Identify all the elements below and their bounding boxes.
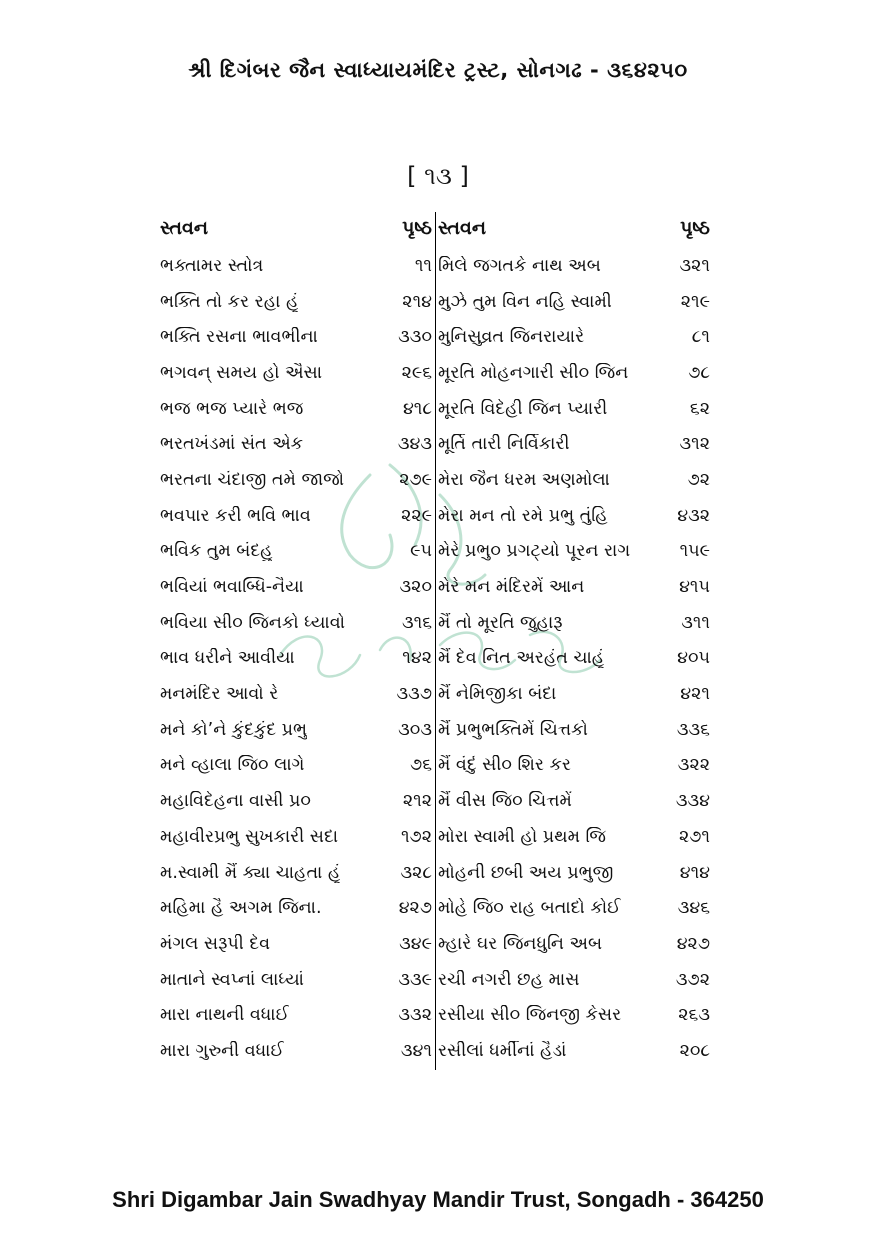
- toc-entry-title: ભક્તિ તો કર રહા હૂં: [160, 291, 299, 312]
- toc-row: [160, 676, 432, 712]
- toc-left-header-page: પૃષ્ઠ: [402, 217, 432, 239]
- toc-left-header: [160, 208, 432, 248]
- toc-row: [438, 962, 710, 998]
- toc-entry-title: મહિમા હૈ અગમ જિના.: [160, 898, 322, 919]
- toc-row: [438, 712, 710, 748]
- toc-entry-page: ૧૫૯: [679, 541, 710, 562]
- toc-row: [438, 890, 710, 926]
- toc-entry-title: ભરતના ચંદાજી તમે જાજો: [160, 469, 345, 490]
- toc-entry-page: ૪૧૮: [402, 398, 432, 419]
- toc-row: [438, 783, 710, 819]
- toc-entry-page: ૬૨: [689, 398, 710, 419]
- toc-entry-title: મહાવિદેહના વાસી પ્ર૦: [160, 791, 311, 812]
- toc-row: [438, 248, 710, 284]
- toc-entry-title: મુઝે તુમ વિન નહિ સ્વામી: [438, 291, 612, 312]
- toc-row: [438, 534, 710, 570]
- toc-entry-page: ૨૭૧: [678, 826, 710, 847]
- toc-entry-page: ૧૧: [414, 255, 432, 276]
- toc-row: [160, 997, 432, 1033]
- toc-entry-page: ૯૫: [410, 541, 432, 562]
- toc-entry-title: માતાને સ્વપ્નાં લાધ્યાં: [160, 969, 304, 990]
- toc-entry-title: મૂરતિ મોહનગારી સી૦ જિન: [438, 362, 629, 383]
- toc-entry-title: મને કો’ને કુંદકુંદ પ્રભુ: [160, 719, 308, 740]
- toc-entry-page: ૨૧૨: [402, 791, 432, 812]
- toc-entry-title: ભાવ ધરીને આવીયા: [160, 648, 295, 669]
- toc-row: [438, 855, 710, 891]
- toc-entry-title: મેરા મન તો રમે પ્રભુ તુંહિ: [438, 505, 608, 526]
- toc-row: [438, 605, 710, 641]
- toc-row: [438, 569, 710, 605]
- page-number: [ ૧૩ ]: [407, 162, 469, 190]
- toc-row: [160, 498, 432, 534]
- toc-row: [438, 1033, 710, 1069]
- toc-right-rows: [438, 248, 710, 1069]
- toc-entry-page: ૩૪૬: [677, 898, 710, 919]
- toc-entry-title: મૈં દેવ નિત અરહંત ચાહૂં: [438, 648, 605, 669]
- toc-entry-page: ૩૩૨: [398, 1005, 432, 1026]
- page-footer: Shri Digambar Jain Swadhyay Mandir Trust, Songadh - 364250: [112, 1187, 764, 1212]
- toc-entry-title: મૈં તો મૂરતિ જુહારૂ: [438, 612, 563, 633]
- toc-entry-title: ભજ ભજ પ્યારે ભજ: [160, 398, 304, 419]
- toc-entry-title: મૂરતિ વિદેહી જિન પ્યારી: [438, 398, 608, 419]
- toc-row: [438, 426, 710, 462]
- toc-entry-page: ૩૦૩: [398, 719, 432, 740]
- toc-row: [160, 962, 432, 998]
- toc-entry-page: ૩૩૭: [396, 684, 432, 705]
- toc-row: [160, 926, 432, 962]
- toc-entry-title: મહાવીરપ્રભુ સુખકારી સદા: [160, 826, 339, 847]
- toc-entry-title: ભવિયા સી૦ જિનકો ધ્યાવો: [160, 612, 345, 633]
- toc-entry-title: મૈં પ્રભુભક્તિમેં ચિત્તકો: [438, 719, 588, 740]
- toc-entry-page: ૨૯૬: [401, 362, 432, 383]
- toc-right-header: [438, 208, 710, 248]
- toc-entry-page: ૭૨: [687, 469, 710, 490]
- toc-entry-page: ૧૭૨: [400, 826, 432, 847]
- toc-entry-page: ૩૪૧: [400, 1040, 432, 1061]
- toc-entry-page: ૩૨૨: [677, 755, 710, 776]
- toc-entry-page: ૭૬: [410, 755, 432, 776]
- toc-row: [160, 712, 432, 748]
- toc-row: [160, 819, 432, 855]
- toc-entry-title: મારા ગુરુની વધાઈ: [160, 1040, 284, 1061]
- page-header: શ્રી દિગંબર જૈન સ્વાધ્યાયમંદિર ટ્રસ્ટ, સોનગઢ - ૩૬૪૨૫૦: [188, 58, 688, 82]
- toc-row: [438, 997, 710, 1033]
- toc-row: [438, 319, 710, 355]
- toc-entry-page: ૩૨૧: [679, 255, 710, 276]
- toc-entry-page: ૪૩૨: [677, 505, 710, 526]
- toc-entry-page: ૩૨૮: [400, 862, 432, 883]
- toc-row: [160, 534, 432, 570]
- toc-entry-title: ભવપાર કરી ભવિ ભાવ: [160, 505, 311, 526]
- toc-entry-page: ૧૪૨: [402, 648, 432, 669]
- toc-entry-title: ભગવન્ સમય હો ઐસા: [160, 362, 323, 383]
- toc-entry-page: ૨૬૩: [678, 1005, 710, 1026]
- toc-entry-page: ૨૨૯: [401, 505, 432, 526]
- toc-entry-title: ભવિયાં ભવાબ્ધિ-નૈયા: [160, 577, 304, 598]
- toc-left-header-title: સ્તવન: [160, 217, 208, 239]
- toc-entry-page: ૪૧૪: [679, 862, 710, 883]
- toc-entry-page: ૨૦૮: [679, 1040, 710, 1061]
- toc-row: [160, 426, 432, 462]
- toc-row: [438, 676, 710, 712]
- toc-entry-page: ૨૧૪: [402, 291, 432, 312]
- toc-entry-title: રસીલાં ધર્મીનાં હૈડાં: [438, 1040, 567, 1061]
- toc-left-column: [160, 208, 432, 1069]
- toc-entry-page: ૩૩૬: [676, 719, 710, 740]
- toc-row: [438, 391, 710, 427]
- toc-entry-page: ૨૧૯: [680, 291, 710, 312]
- toc-entry-page: ૩૨૦: [399, 577, 432, 598]
- toc-entry-title: મને વ્હાલા જિ૦ લાગે: [160, 755, 305, 776]
- toc-entry-page: ૩૪૩: [397, 434, 432, 455]
- toc-right-header-page: પૃષ્ઠ: [680, 217, 710, 239]
- toc-entry-title: રચી નગરી છહ માસ: [438, 969, 580, 990]
- toc-entry-title: મિલે જગતકે નાથ અબ: [438, 255, 601, 276]
- toc-row: [438, 819, 710, 855]
- toc-entry-page: ૩૧૬: [401, 612, 432, 633]
- toc-entry-page: ૭૮: [688, 362, 710, 383]
- toc-entry-page: ૪૦૫: [677, 648, 710, 669]
- toc-entry-title: મોરા સ્વામી હો પ્રથમ જિ: [438, 826, 606, 847]
- toc-entry-page: ૨૭૯: [399, 469, 432, 490]
- toc-entry-title: ભક્તામર સ્તોત્ર: [160, 255, 264, 276]
- toc-entry-page: ૩૭૨: [675, 969, 710, 990]
- toc-row: [438, 462, 710, 498]
- toc-entry-title: ભક્તિ રસના ભાવભીના: [160, 327, 318, 348]
- toc-entry-title: મોહની છબી અય પ્રભુજી: [438, 862, 614, 883]
- toc-row: [160, 284, 432, 320]
- toc-row: [160, 355, 432, 391]
- toc-row: [160, 569, 432, 605]
- toc-entry-title: મૂર્તિ તારી નિર્વિકારી: [438, 434, 570, 455]
- toc-entry-title: મ્હારે ઘર જિનધુનિ અબ: [438, 933, 603, 954]
- toc-right-column: [438, 208, 710, 1069]
- toc-entry-title: રસીયા સી૦ જિનજી કેસર: [438, 1005, 622, 1026]
- toc-row: [160, 391, 432, 427]
- toc-row: [160, 462, 432, 498]
- toc-entry-page: ૩૪૯: [399, 933, 432, 954]
- toc-row: [438, 284, 710, 320]
- toc-entry-title: મૈં નેમિજીકા બંદા: [438, 684, 557, 705]
- toc-entry-title: મારા નાથની વધાઈ: [160, 1005, 290, 1026]
- toc-row: [438, 926, 710, 962]
- toc-right-header-title: સ્તવન: [438, 217, 486, 239]
- toc-row: [160, 748, 432, 784]
- toc-entry-page: ૩૩૦: [398, 327, 432, 348]
- toc-entry-title: મૈં વંદું સી૦ શિર કર: [438, 755, 571, 776]
- toc-row: [160, 248, 432, 284]
- toc-entry-title: મેરે પ્રભુ૦ પ્રગટ્યો પૂરન રાગ: [438, 541, 631, 562]
- column-divider: [435, 212, 436, 1070]
- toc-row: [160, 783, 432, 819]
- toc-row: [160, 605, 432, 641]
- toc-entry-title: મેરે મન મંદિરમેં આન: [438, 577, 585, 598]
- toc-entry-page: ૩૩૪: [675, 791, 710, 812]
- toc-row: [438, 641, 710, 677]
- toc-entry-page: ૩૩૯: [398, 969, 432, 990]
- toc-entry-page: ૮૧: [691, 327, 710, 348]
- toc-row: [160, 641, 432, 677]
- toc-row: [160, 890, 432, 926]
- toc-row: [160, 855, 432, 891]
- toc-left-rows: [160, 248, 432, 1069]
- toc-entry-page: ૪૨૭: [398, 898, 432, 919]
- toc-entry-title: મેરા જૈન ધરમ અણમોલા: [438, 469, 610, 490]
- toc-entry-title: મનમંદિર આવો રે: [160, 684, 279, 705]
- toc-entry-page: ૩૧૨: [679, 434, 710, 455]
- toc-entry-page: ૪૧૫: [679, 577, 710, 598]
- toc-row: [160, 1033, 432, 1069]
- toc-entry-title: મૈં વીસ જિ૦ ચિત્તમેં: [438, 791, 572, 812]
- toc-row: [438, 355, 710, 391]
- toc-row: [438, 498, 710, 534]
- toc-entry-title: મુનિસુવ્રત જિનરાયારે: [438, 327, 585, 348]
- toc-entry-title: મંગલ સરૂપી દેવ: [160, 933, 271, 954]
- toc-entry-page: ૪૨૧: [680, 684, 710, 705]
- toc-entry-title: ભવિક તુમ બંદહુ: [160, 541, 273, 562]
- toc-entry-title: મોહે જિ૦ રાહ બતાદો કોઈ: [438, 898, 621, 919]
- toc-row: [438, 748, 710, 784]
- toc-entry-page: ૪૨૭: [676, 933, 710, 954]
- toc-entry-page: ૩૧૧: [681, 612, 710, 633]
- toc-entry-title: ભરતખંડમાં સંત એક: [160, 434, 304, 455]
- toc-entry-title: મ.સ્વામી મૈં ક્યા ચાહતા હૂં: [160, 862, 341, 883]
- toc-row: [160, 319, 432, 355]
